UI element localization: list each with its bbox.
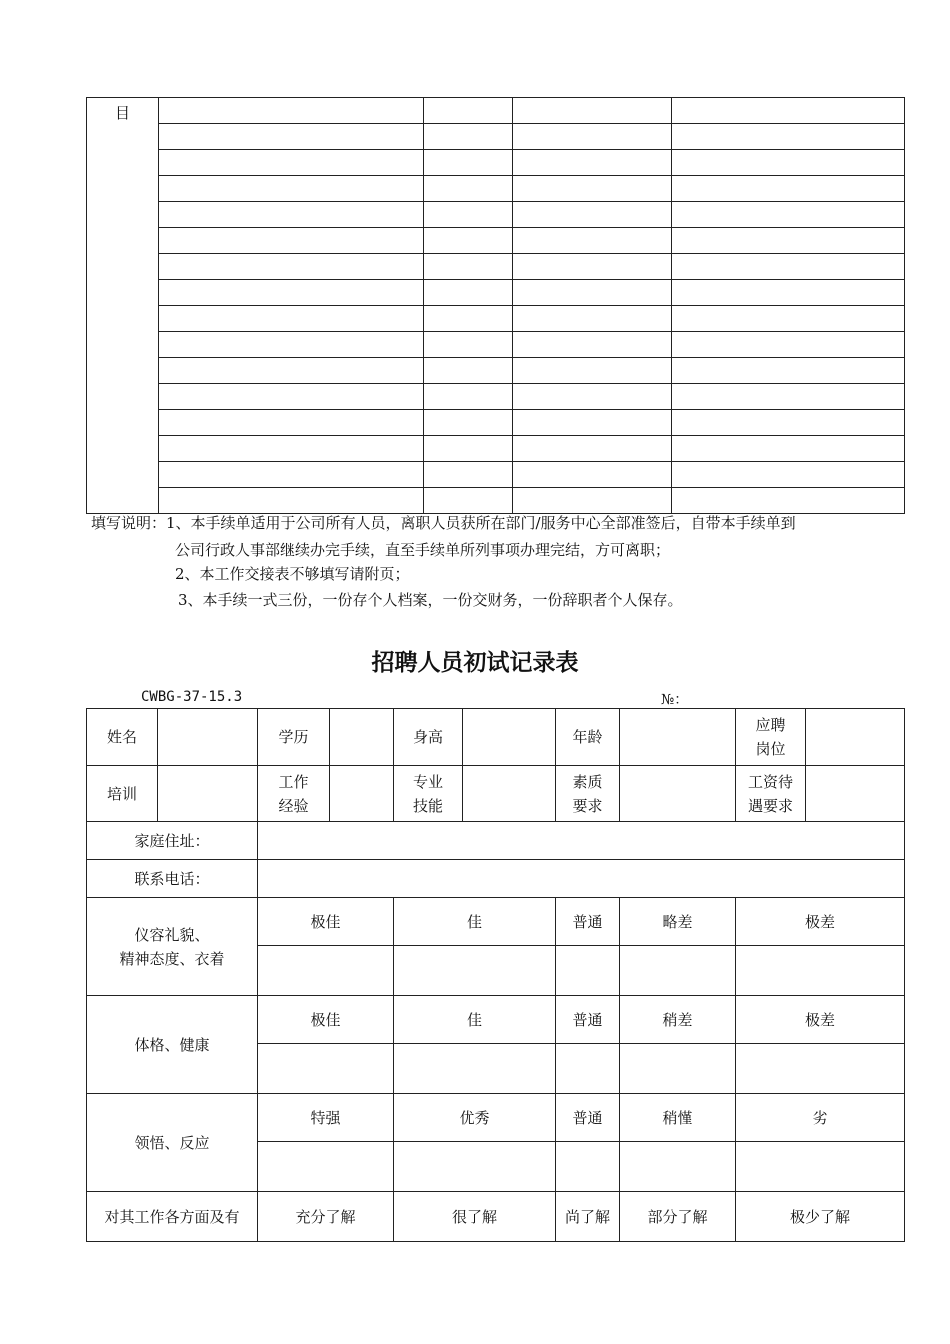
handover-cell[interactable] — [513, 488, 672, 514]
handover-table — [86, 97, 905, 514]
handover-row — [87, 202, 905, 228]
handover-cell[interactable] — [424, 488, 513, 514]
note-item-1a: 1、本手续单适用于公司所有人员，离职人员获所在部门/服务中心全部准签后，自带本手续单到 — [166, 514, 796, 532]
background-row — [87, 766, 905, 822]
position-label-line2: 岗位 — [755, 740, 786, 758]
salary-label-line1: 工资待 — [748, 772, 794, 791]
handover-cell[interactable] — [159, 436, 424, 462]
work-knowledge-option: 尚了解 — [556, 1192, 620, 1242]
handover-cell[interactable] — [513, 358, 672, 384]
health-options-row — [87, 996, 905, 1044]
handover-row — [87, 306, 905, 332]
basic-info-row — [87, 709, 905, 766]
height-field[interactable] — [463, 709, 556, 766]
handover-cell[interactable] — [424, 410, 513, 436]
handover-cell[interactable] — [672, 98, 905, 124]
handover-cell[interactable] — [424, 254, 513, 280]
handover-cell[interactable] — [513, 202, 672, 228]
handover-cell[interactable] — [513, 228, 672, 254]
handover-cell[interactable] — [159, 254, 424, 280]
handover-cell[interactable] — [672, 254, 905, 280]
note-item-1b: 公司行政人事部继续办完手续，直至手续单所列事项办理完结，方可离职； — [175, 541, 671, 559]
skill-label-line1: 专业 — [412, 772, 443, 791]
comprehension-option: 特强 — [258, 1094, 394, 1142]
handover-row — [87, 228, 905, 254]
handover-cell[interactable] — [424, 332, 513, 358]
handover-cell[interactable] — [424, 306, 513, 332]
comprehension-option: 普通 — [556, 1094, 620, 1142]
height-label: 身高 — [394, 709, 463, 766]
experience-label-line2: 经验 — [278, 796, 309, 815]
handover-cell[interactable] — [159, 410, 424, 436]
address-label: 家庭住址： — [87, 822, 258, 860]
salary-label-line2: 遇要求 — [748, 796, 794, 815]
health-label: 体格、健康 — [87, 996, 258, 1094]
name-label: 姓名 — [87, 709, 158, 766]
handover-row — [87, 254, 905, 280]
handover-cell[interactable] — [672, 384, 905, 410]
handover-cell[interactable] — [672, 358, 905, 384]
address-row — [87, 822, 905, 860]
handover-cell[interactable] — [672, 202, 905, 228]
phone-field[interactable] — [258, 860, 905, 898]
appearance-mark-cell[interactable] — [556, 946, 620, 996]
handover-cell[interactable] — [424, 202, 513, 228]
experience-field[interactable] — [330, 766, 394, 822]
handover-cell[interactable] — [513, 254, 672, 280]
handover-cell[interactable] — [513, 384, 672, 410]
salary-label — [736, 766, 806, 822]
handover-cell[interactable] — [159, 280, 424, 306]
comprehension-options-row — [87, 1094, 905, 1142]
age-field[interactable] — [620, 709, 736, 766]
handover-cell[interactable] — [424, 150, 513, 176]
handover-cell[interactable] — [424, 228, 513, 254]
health-mark-cell[interactable] — [736, 1044, 905, 1094]
quality-label-line2: 要求 — [572, 796, 603, 815]
handover-cell[interactable] — [424, 98, 513, 124]
handover-cell[interactable] — [159, 488, 424, 514]
handover-cell[interactable] — [513, 280, 672, 306]
skill-label-line2: 技能 — [412, 796, 443, 815]
health-option: 极差 — [736, 996, 905, 1044]
comprehension-option: 优秀 — [394, 1094, 556, 1142]
appearance-mark-cell[interactable] — [258, 946, 394, 996]
handover-cell[interactable] — [513, 124, 672, 150]
health-mark-cell[interactable] — [620, 1044, 736, 1094]
handover-cell[interactable] — [159, 98, 424, 124]
appearance-option: 普通 — [556, 898, 620, 946]
comprehension-option: 劣 — [736, 1094, 905, 1142]
work-knowledge-option: 部分了解 — [620, 1192, 736, 1242]
handover-row — [87, 98, 905, 124]
handover-row — [87, 280, 905, 306]
handover-row — [87, 410, 905, 436]
comprehension-mark-cell[interactable] — [394, 1142, 556, 1192]
comprehension-mark-cell[interactable] — [556, 1142, 620, 1192]
handover-cell[interactable] — [424, 462, 513, 488]
handover-row — [87, 384, 905, 410]
handover-cell[interactable] — [672, 462, 905, 488]
handover-cell[interactable] — [159, 150, 424, 176]
work-knowledge-option: 极少了解 — [736, 1192, 905, 1242]
handover-cell[interactable] — [424, 124, 513, 150]
handover-cell[interactable] — [159, 202, 424, 228]
handover-cell[interactable] — [513, 332, 672, 358]
handover-cell[interactable] — [159, 228, 424, 254]
interview-record-table — [86, 708, 905, 1242]
handover-cell[interactable] — [513, 150, 672, 176]
age-label: 年龄 — [556, 709, 620, 766]
handover-cell[interactable] — [672, 306, 905, 332]
comprehension-mark-cell[interactable] — [736, 1142, 905, 1192]
handover-cell[interactable] — [672, 410, 905, 436]
name-field[interactable] — [158, 709, 258, 766]
work-knowledge-option: 很了解 — [394, 1192, 556, 1242]
note-item-3: 3、本手续一式三份，一份存个人档案，一份交财务，一份辞职者个人保存。 — [178, 591, 683, 609]
health-mark-cell[interactable] — [556, 1044, 620, 1094]
note-item-2: 2、本工作交接表不够填写请附页； — [175, 565, 410, 583]
work-knowledge-option: 充分了解 — [258, 1192, 394, 1242]
health-option: 普通 — [556, 996, 620, 1044]
handover-row — [87, 436, 905, 462]
handover-cell[interactable] — [159, 306, 424, 332]
handover-row — [87, 176, 905, 202]
appearance-option: 极差 — [736, 898, 905, 946]
training-field[interactable] — [158, 766, 258, 822]
form-number-label: №： — [661, 692, 689, 708]
phone-row — [87, 860, 905, 898]
handover-row — [87, 462, 905, 488]
education-label: 学历 — [258, 709, 330, 766]
appearance-mark-cell[interactable] — [620, 946, 736, 996]
handover-cell[interactable] — [424, 358, 513, 384]
handover-cell[interactable] — [672, 228, 905, 254]
experience-label-line1: 工作 — [278, 772, 309, 791]
handover-row-label: 目 — [87, 98, 159, 514]
handover-cell[interactable] — [513, 462, 672, 488]
handover-cell[interactable] — [513, 436, 672, 462]
appearance-options-row — [87, 898, 905, 946]
health-mark-cell[interactable] — [258, 1044, 394, 1094]
comprehension-label: 领悟、反应 — [87, 1094, 258, 1192]
education-field[interactable] — [330, 709, 394, 766]
handover-cell[interactable] — [159, 176, 424, 202]
handover-cell[interactable] — [513, 410, 672, 436]
appearance-option: 佳 — [394, 898, 556, 946]
handover-cell[interactable] — [513, 306, 672, 332]
health-option: 极佳 — [258, 996, 394, 1044]
experience-label — [258, 766, 330, 822]
note-prefix: 填写说明： — [91, 514, 167, 532]
handover-cell[interactable] — [672, 124, 905, 150]
handover-cell[interactable] — [672, 280, 905, 306]
appearance-mark-cell[interactable] — [394, 946, 556, 996]
comprehension-mark-cell[interactable] — [258, 1142, 394, 1192]
skill-field[interactable] — [463, 766, 556, 822]
health-option: 佳 — [394, 996, 556, 1044]
handover-cell[interactable] — [672, 488, 905, 514]
form-code: CWBG-37-15.3 — [141, 689, 243, 705]
health-mark-cell[interactable] — [394, 1044, 556, 1094]
handover-cell[interactable] — [424, 436, 513, 462]
handover-cell[interactable] — [672, 176, 905, 202]
comprehension-mark-cell[interactable] — [620, 1142, 736, 1192]
quality-label — [556, 766, 620, 822]
handover-cell[interactable] — [513, 176, 672, 202]
position-label-line1: 应聘 — [755, 716, 786, 734]
handover-cell[interactable] — [159, 358, 424, 384]
handover-cell[interactable] — [672, 150, 905, 176]
skill-label — [394, 766, 463, 822]
handover-row — [87, 150, 905, 176]
appearance-option: 略差 — [620, 898, 736, 946]
position-field[interactable] — [806, 709, 905, 766]
phone-label: 联系电话： — [87, 860, 258, 898]
handover-row — [87, 332, 905, 358]
handover-cell[interactable] — [159, 332, 424, 358]
handover-cell[interactable] — [159, 462, 424, 488]
quality-label-line1: 素质 — [572, 772, 603, 791]
address-field[interactable] — [258, 822, 905, 860]
note-line-1 — [91, 512, 796, 533]
appearance-label-line1: 仪容礼貌、 — [134, 925, 210, 944]
handover-row — [87, 488, 905, 514]
handover-cell[interactable] — [424, 280, 513, 306]
position-label — [736, 709, 806, 766]
appearance-mark-cell[interactable] — [736, 946, 905, 996]
appearance-label — [87, 898, 258, 996]
appearance-option: 极佳 — [258, 898, 394, 946]
health-option: 稍差 — [620, 996, 736, 1044]
handover-cell[interactable] — [159, 384, 424, 410]
comprehension-option: 稍慬 — [620, 1094, 736, 1142]
handover-cell[interactable] — [672, 436, 905, 462]
handover-cell[interactable] — [424, 384, 513, 410]
handover-row — [87, 358, 905, 384]
handover-cell[interactable] — [424, 176, 513, 202]
quality-field[interactable] — [620, 766, 736, 822]
training-label: 培训 — [87, 766, 158, 822]
work-knowledge-row — [87, 1192, 905, 1242]
handover-row — [87, 124, 905, 150]
handover-cell[interactable] — [672, 332, 905, 358]
handover-cell[interactable] — [159, 124, 424, 150]
appearance-label-line2: 精神态度、衣着 — [119, 949, 225, 968]
salary-field[interactable] — [806, 766, 905, 822]
work-knowledge-label: 对其工作各方面及有 — [87, 1192, 258, 1242]
handover-cell[interactable] — [513, 98, 672, 124]
page-title: 招聘人员初试记录表 — [371, 650, 579, 676]
